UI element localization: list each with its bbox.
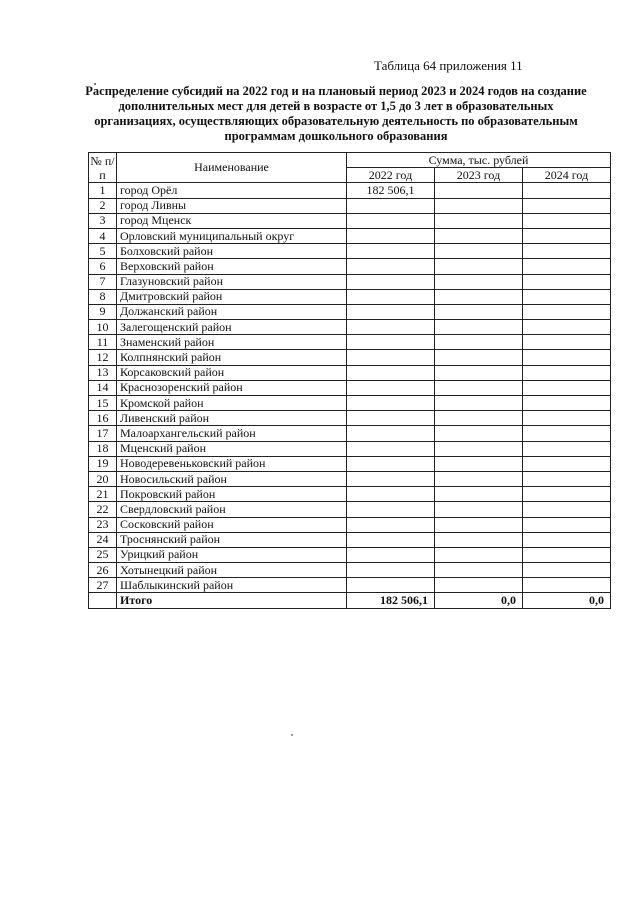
row-value-2024 [523,502,611,517]
row-value-2022 [347,380,435,395]
row-value-2023 [435,183,523,198]
row-value-2022 [347,487,435,502]
row-value-2024 [523,259,611,274]
row-value-2022 [347,456,435,471]
row-value-2022 [347,244,435,259]
row-number: 4 [89,228,117,243]
row-value-2024 [523,426,611,441]
row-name: город Ливны [117,198,347,213]
row-number: 13 [89,365,117,380]
table-row [89,380,611,395]
row-name: город Орёл [117,183,347,198]
row-name: Краснозоренский район [117,380,347,395]
header-year-2023: 2023 год [435,168,523,183]
row-value-2022 [347,396,435,411]
table-row [89,517,611,532]
row-value-2022 [347,335,435,350]
table-row [89,578,611,593]
row-name: Глазуновский район [117,274,347,289]
row-value-2022 [347,441,435,456]
row-value-2024 [523,532,611,547]
row-name: Троснянский район [117,532,347,547]
table-row [89,289,611,304]
scan-speck [291,734,293,736]
row-value-2024 [523,487,611,502]
header-num: № п/п [90,153,115,182]
subsidy-table [88,152,611,609]
row-value-2024 [523,213,611,228]
row-value-2022 [347,304,435,319]
row-number: 23 [89,517,117,532]
row-value-2023 [435,532,523,547]
row-number: 24 [89,532,117,547]
row-number: 17 [89,426,117,441]
row-value-2022 [347,563,435,578]
table-row [89,396,611,411]
header-name: Наименование [117,153,347,183]
table-row [89,532,611,547]
row-value-2023 [435,320,523,335]
row-number: 16 [89,411,117,426]
row-name: Верховский район [117,259,347,274]
table-row [89,183,611,198]
table-row [89,426,611,441]
table-body [89,183,611,593]
row-name: Новосильский район [117,471,347,486]
row-value-2024 [523,563,611,578]
row-value-2023 [435,578,523,593]
row-value-2022 [347,198,435,213]
table-row [89,365,611,380]
document-title: Распределение субсидий на 2022 год и на плановый период 2023 и 2024 годов на создание дополнительных мест для детей в возрасте от 1,5 до 3 лет в образовательных организациях, осуществляющих образовательную деятельность по образовательным программам дошкольного образования [85,84,587,143]
row-name: Залегощенский район [117,320,347,335]
row-value-2023 [435,456,523,471]
row-value-2022: 182 506,1 [347,183,435,198]
row-value-2024 [523,183,611,198]
row-name: Колпнянский район [117,350,347,365]
row-value-2023 [435,244,523,259]
row-value-2024 [523,547,611,562]
row-name: Малоархангельский район [117,426,347,441]
row-number: 7 [89,274,117,289]
table-row [89,335,611,350]
row-value-2023 [435,350,523,365]
row-value-2024 [523,471,611,486]
row-value-2022 [347,274,435,289]
row-number: 9 [89,304,117,319]
total-2023: 0,0 [435,593,523,608]
total-row [89,593,611,608]
row-value-2024 [523,411,611,426]
row-value-2023 [435,563,523,578]
table-row [89,213,611,228]
total-2022: 182 506,1 [347,593,435,608]
row-value-2023 [435,487,523,502]
row-name: Новодеревеньковский район [117,456,347,471]
row-value-2023 [435,213,523,228]
row-number: 18 [89,441,117,456]
table-row [89,563,611,578]
row-value-2023 [435,426,523,441]
table-row [89,304,611,319]
row-number: 21 [89,487,117,502]
row-number: 1 [89,183,117,198]
table-row [89,502,611,517]
row-value-2022 [347,547,435,562]
header-year-2022: 2022 год [347,168,435,183]
row-value-2022 [347,228,435,243]
row-value-2022 [347,365,435,380]
row-value-2022 [347,517,435,532]
row-name: Урицкий район [117,547,347,562]
row-value-2022 [347,502,435,517]
table-row [89,228,611,243]
table-row [89,547,611,562]
row-value-2024 [523,244,611,259]
row-value-2024 [523,289,611,304]
row-value-2023 [435,228,523,243]
row-number: 11 [89,335,117,350]
table-header-row [89,153,611,168]
row-number: 25 [89,547,117,562]
row-value-2023 [435,259,523,274]
row-value-2024 [523,198,611,213]
row-name: Шаблыкинский район [117,578,347,593]
row-value-2023 [435,517,523,532]
row-value-2023 [435,274,523,289]
row-value-2023 [435,335,523,350]
row-number: 27 [89,578,117,593]
table-reference: Таблица 64 приложения 11 [374,58,523,73]
table-row [89,441,611,456]
row-number: 3 [89,213,117,228]
row-value-2024 [523,456,611,471]
table-row [89,244,611,259]
table-row [89,487,611,502]
row-number: 5 [89,244,117,259]
row-value-2024 [523,380,611,395]
row-value-2024 [523,320,611,335]
total-2024: 0,0 [523,593,611,608]
row-value-2022 [347,532,435,547]
row-value-2023 [435,471,523,486]
row-number: 26 [89,563,117,578]
row-value-2022 [347,426,435,441]
table-row [89,198,611,213]
row-value-2022 [347,411,435,426]
header-year-2024: 2024 год [523,168,611,183]
row-number: 14 [89,380,117,395]
row-value-2024 [523,441,611,456]
row-value-2022 [347,259,435,274]
row-name: Орловский муниципальный округ [117,228,347,243]
row-value-2022 [347,471,435,486]
row-name: Сосковский район [117,517,347,532]
table-row [89,274,611,289]
header-sum: Сумма, тыс. рублей [347,153,611,168]
row-number: 22 [89,502,117,517]
row-number: 19 [89,456,117,471]
row-name: город Мценск [117,213,347,228]
row-value-2023 [435,547,523,562]
row-value-2022 [347,578,435,593]
row-name: Кромской район [117,396,347,411]
row-value-2023 [435,411,523,426]
row-number: 15 [89,396,117,411]
row-value-2022 [347,350,435,365]
row-number: 20 [89,471,117,486]
table-row [89,259,611,274]
row-value-2024 [523,350,611,365]
row-number: 6 [89,259,117,274]
row-value-2024 [523,396,611,411]
row-number: 12 [89,350,117,365]
row-name: Корсаковский район [117,365,347,380]
row-name: Хотынецкий район [117,563,347,578]
row-name: Болховский район [117,244,347,259]
row-value-2023 [435,396,523,411]
total-label: Итого [117,593,347,608]
row-value-2024 [523,365,611,380]
row-value-2022 [347,213,435,228]
row-value-2023 [435,198,523,213]
row-name: Покровский район [117,487,347,502]
table-row [89,411,611,426]
row-value-2024 [523,335,611,350]
table-row [89,471,611,486]
row-name: Дмитровский район [117,289,347,304]
total-num [89,593,117,608]
row-value-2023 [435,502,523,517]
row-value-2023 [435,304,523,319]
table-row [89,320,611,335]
row-name: Мценский район [117,441,347,456]
row-value-2023 [435,289,523,304]
row-value-2024 [523,274,611,289]
row-value-2024 [523,578,611,593]
row-value-2024 [523,304,611,319]
row-value-2023 [435,380,523,395]
row-name: Знаменский район [117,335,347,350]
row-value-2023 [435,365,523,380]
table-row [89,456,611,471]
row-number: 8 [89,289,117,304]
row-number: 10 [89,320,117,335]
row-name: Должанский район [117,304,347,319]
row-value-2024 [523,228,611,243]
table-row [89,350,611,365]
row-value-2022 [347,320,435,335]
row-value-2023 [435,441,523,456]
row-value-2024 [523,517,611,532]
row-number: 2 [89,198,117,213]
row-value-2022 [347,289,435,304]
row-name: Свердловский район [117,502,347,517]
row-name: Ливенский район [117,411,347,426]
